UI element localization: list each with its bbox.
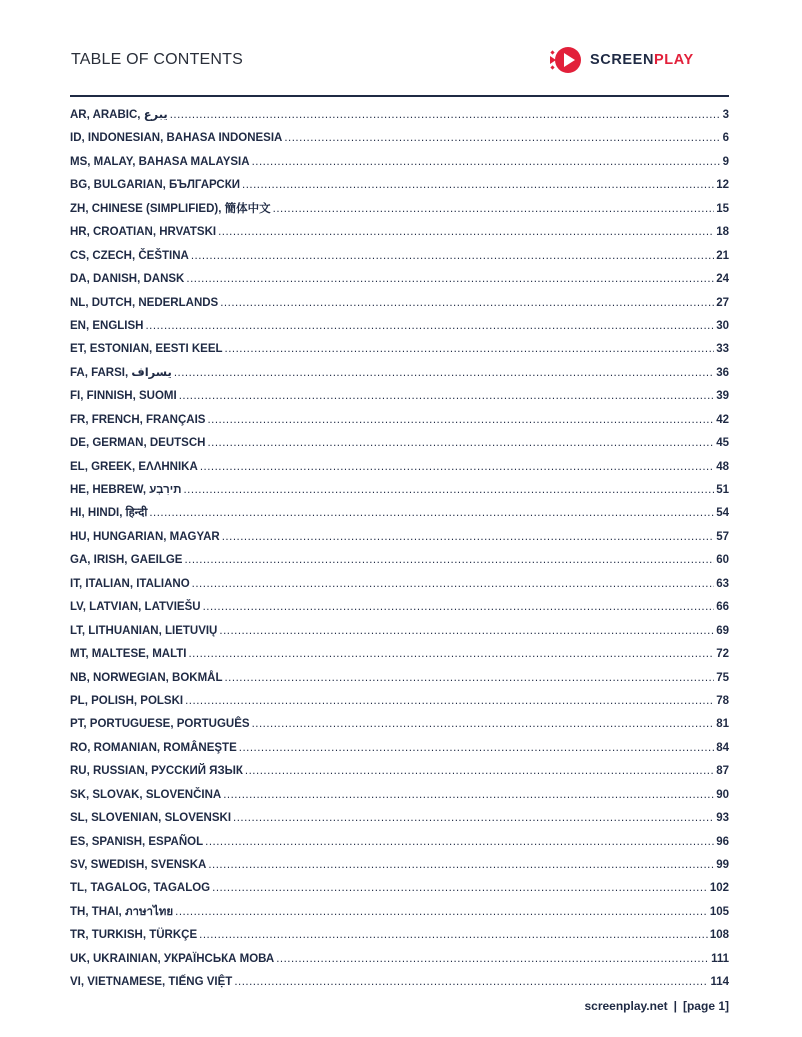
toc-entry[interactable] — [70, 667, 729, 690]
toc-leader-dots — [179, 385, 715, 408]
toc-entry-page: 30 — [716, 319, 729, 332]
toc-leader-dots — [200, 456, 714, 479]
toc-leader-dots — [225, 338, 715, 361]
toc-entry-label: IT, ITALIAN, ITALIANO — [70, 577, 190, 590]
toc-entry[interactable] — [70, 877, 729, 900]
toc-entry[interactable] — [70, 948, 729, 971]
toc-entry-label: ZH, CHINESE (SIMPLIFIED), 簡体中文 — [70, 202, 271, 215]
toc-entry[interactable] — [70, 456, 729, 479]
toc-leader-dots — [186, 268, 714, 291]
toc-entry-label: TH, THAI, ภาษาไทย — [70, 905, 174, 918]
toc-leader-dots — [224, 667, 714, 690]
toc-entry-page: 45 — [716, 437, 729, 450]
toc-entry-page: 114 — [710, 976, 729, 989]
toc-leader-dots — [185, 690, 714, 713]
toc-entry-page: 99 — [716, 859, 729, 871]
toc-entry-page: 3 — [722, 109, 729, 121]
toc-leader-dots — [233, 807, 714, 830]
toc-entry[interactable] — [70, 502, 729, 525]
toc-entry[interactable] — [70, 854, 729, 877]
toc-entry-label: BG, BULGARIAN, БЪЛГАРСКИ — [70, 179, 240, 192]
toc-entry-page: 87 — [716, 765, 729, 778]
toc-entry[interactable] — [70, 760, 729, 783]
toc-entry-page: 27 — [716, 296, 729, 309]
toc-entry-page: 18 — [716, 226, 729, 239]
toc-leader-dots — [218, 221, 714, 244]
toc-entry-page: 102 — [709, 882, 729, 895]
toc-leader-dots — [145, 315, 714, 338]
toc-entry-label: NB, NORWEGIAN, BOKMÅL — [70, 671, 223, 684]
toc-entry-label: GA, IRISH, GAEILGE — [70, 554, 183, 567]
toc-entry-page: 21 — [716, 249, 729, 262]
toc-entry-label: UK, UKRAINIAN, УКРАЇНСЬКА МОВА — [70, 952, 275, 965]
toc-entry-label: TL, TAGALOG, TAGALOG — [70, 882, 211, 895]
toc-entry-page: 54 — [716, 507, 729, 520]
footer-site-link[interactable]: screenplay.net — [584, 999, 668, 1013]
toc-entry-label: SK, SLOVAK, SLOVENČINA — [70, 788, 222, 801]
page-footer — [584, 999, 729, 1013]
toc-entry-page: 69 — [716, 624, 729, 637]
toc-leader-dots — [212, 877, 708, 900]
toc-leader-dots — [174, 362, 714, 385]
toc-entry[interactable] — [70, 151, 729, 174]
toc-entry[interactable] — [70, 362, 729, 385]
toc-leader-dots — [184, 549, 714, 572]
toc-entry-page: 63 — [716, 577, 729, 590]
toc-entry-page: 12 — [716, 179, 729, 192]
toc-entry-page: 36 — [716, 366, 729, 379]
brand-logo — [548, 45, 694, 75]
toc-entry-page: 9 — [722, 155, 729, 168]
toc-entry[interactable] — [70, 315, 729, 338]
toc-entry[interactable] — [70, 901, 729, 924]
toc-entry-label: EN, ENGLISH — [70, 319, 144, 332]
toc-leader-dots — [199, 924, 708, 947]
toc-leader-dots — [207, 409, 714, 432]
toc-entry-label: HU, HUNGARIAN, MAGYAR — [70, 530, 220, 543]
toc-entry-label: LV, LATVIAN, LATVIEŠU — [70, 601, 201, 614]
toc-leader-dots — [203, 596, 715, 619]
toc-leader-dots — [192, 573, 715, 596]
logo-word-screen: SCREEN — [590, 52, 655, 68]
toc-leader-dots — [175, 901, 708, 924]
toc-entry[interactable] — [70, 385, 729, 408]
toc-leader-dots — [170, 104, 721, 127]
toc-entry-label: VI, VIETNAMESE, TIẾNG VIỆT — [70, 976, 233, 989]
toc-leader-dots — [276, 948, 709, 971]
toc-leader-dots — [207, 432, 714, 455]
toc-entry[interactable] — [70, 573, 729, 596]
toc-entry[interactable] — [70, 174, 729, 197]
toc-entry-label: NL, DUTCH, NEDERLANDS — [70, 296, 219, 309]
toc-leader-dots — [222, 526, 714, 549]
toc-entry-page: 57 — [716, 530, 729, 543]
toc-entry[interactable] — [70, 549, 729, 572]
toc-leader-dots — [220, 292, 714, 315]
toc-entry[interactable] — [70, 807, 729, 830]
toc-leader-dots — [284, 127, 720, 150]
toc-leader-dots — [252, 713, 715, 736]
toc-leader-dots — [149, 502, 714, 525]
toc-entry-label: TR, TURKISH, TÜRKÇE — [70, 929, 198, 942]
toc-entry-label: CS, CZECH, ČEŠTINA — [70, 249, 189, 262]
toc-entry[interactable] — [70, 409, 729, 432]
toc-entry-label: MT, MALTESE, MALTI — [70, 648, 187, 661]
toc-entry-label: AR, ARABIC, يبرع — [70, 109, 168, 121]
toc-entry-page: 108 — [709, 929, 729, 942]
toc-entry-label: ET, ESTONIAN, EESTI KEEL — [70, 343, 223, 356]
toc-entry[interactable] — [70, 971, 729, 994]
toc-entry-page: 81 — [716, 718, 729, 731]
toc-entry-label: EL, GREEK, ΕΛΛΗΝΙΚΑ — [70, 460, 198, 473]
toc-entry-page: 60 — [716, 554, 729, 567]
toc-entry-page: 48 — [716, 460, 729, 473]
toc-entry[interactable] — [70, 924, 729, 947]
screenplay-logo-icon — [548, 45, 584, 75]
toc-leader-dots — [252, 151, 721, 174]
toc-entry-label: FA, FARSI, یسراف — [70, 366, 172, 379]
toc-entry[interactable] — [70, 268, 729, 291]
toc-entry-label: RO, ROMANIAN, ROMÂNEŞTE — [70, 741, 237, 754]
toc-entry-page: 75 — [716, 671, 729, 684]
toc-entry[interactable] — [70, 620, 729, 643]
toc-entry-label: LT, LITHUANIAN, LIETUVIŲ — [70, 624, 218, 637]
toc-entry-page: 15 — [716, 202, 729, 215]
toc-entry-page: 105 — [709, 905, 729, 918]
toc-leader-dots — [188, 643, 714, 666]
table-of-contents — [70, 104, 729, 995]
logo-word-play: PLAY — [654, 52, 694, 68]
toc-entry-page: 42 — [716, 413, 729, 426]
logo-wordmark — [590, 52, 694, 68]
toc-entry-label: SL, SLOVENIAN, SLOVENSKI — [70, 812, 232, 825]
toc-entry-label: SV, SWEDISH, SVENSKA — [70, 859, 207, 871]
toc-leader-dots — [239, 737, 714, 760]
toc-leader-dots — [223, 784, 714, 807]
toc-entry[interactable] — [70, 221, 729, 244]
toc-entry-page: 39 — [716, 390, 729, 403]
toc-entry-label: FR, FRENCH, FRANÇAIS — [70, 413, 206, 426]
toc-entry-label: DE, GERMAN, DEUTSCH — [70, 437, 206, 450]
toc-entry-label: MS, MALAY, BAHASA MALAYSIA — [70, 155, 250, 168]
toc-entry[interactable] — [70, 432, 729, 455]
toc-entry-label: PT, PORTUGUESE, PORTUGUÊS — [70, 718, 250, 731]
toc-entry-label: PL, POLISH, POLSKI — [70, 694, 184, 707]
toc-leader-dots — [191, 245, 714, 268]
toc-entry[interactable] — [70, 104, 729, 127]
toc-entry-page: 78 — [716, 694, 729, 707]
toc-entry-label: RU, RUSSIAN, РУССКИЙ ЯЗЫК — [70, 765, 243, 778]
page-title: TABLE OF CONTENTS — [71, 51, 244, 68]
toc-entry[interactable] — [70, 713, 729, 736]
toc-entry-label: ES, SPANISH, ESPAÑOL — [70, 835, 204, 848]
toc-entry-page: 90 — [716, 788, 729, 801]
toc-entry-label: HR, CROATIAN, HRVATSKI — [70, 226, 217, 239]
toc-leader-dots — [219, 620, 714, 643]
toc-entry[interactable] — [70, 198, 729, 221]
toc-entry-label: FI, FINNISH, SUOMI — [70, 390, 177, 403]
toc-leader-dots — [273, 198, 715, 221]
toc-entry-label: HI, HINDI, हिन्दी — [70, 507, 148, 520]
toc-entry-page: 6 — [722, 132, 729, 145]
toc-entry-page: 51 — [716, 484, 729, 496]
footer-separator: | — [673, 999, 677, 1013]
toc-entry[interactable] — [70, 643, 729, 666]
toc-leader-dots — [183, 479, 714, 502]
toc-entry[interactable] — [70, 338, 729, 361]
toc-entry[interactable] — [70, 292, 729, 315]
toc-leader-dots — [245, 760, 714, 783]
toc-entry-label: DA, DANISH, DANSK — [70, 273, 185, 286]
toc-entry-page: 93 — [716, 812, 729, 825]
toc-leader-dots — [234, 971, 708, 994]
toc-entry[interactable] — [70, 784, 729, 807]
toc-entry-page: 72 — [716, 648, 729, 661]
toc-entry[interactable] — [70, 737, 729, 760]
toc-entry-page: 111 — [711, 952, 729, 965]
toc-entry[interactable] — [70, 596, 729, 619]
toc-entry-page: 66 — [716, 601, 729, 614]
toc-entry[interactable] — [70, 690, 729, 713]
toc-entry-page: 24 — [716, 273, 729, 286]
toc-entry-page: 84 — [716, 741, 729, 754]
toc-entry[interactable] — [70, 127, 729, 150]
toc-leader-dots — [242, 174, 714, 197]
toc-entry-label: HE, HEBREW, תירִבְע — [70, 484, 182, 496]
toc-entry[interactable] — [70, 245, 729, 268]
toc-entry-label: ID, INDONESIAN, BAHASA INDONESIA — [70, 132, 283, 145]
toc-leader-dots — [205, 831, 714, 854]
toc-entry[interactable] — [70, 831, 729, 854]
toc-entry[interactable] — [70, 526, 729, 549]
footer-page-number: [page 1] — [682, 999, 729, 1013]
toc-leader-dots — [208, 854, 714, 877]
toc-entry-page: 33 — [716, 343, 729, 356]
header-divider — [70, 95, 729, 97]
toc-entry-page: 96 — [716, 835, 729, 848]
toc-entry[interactable] — [70, 479, 729, 502]
